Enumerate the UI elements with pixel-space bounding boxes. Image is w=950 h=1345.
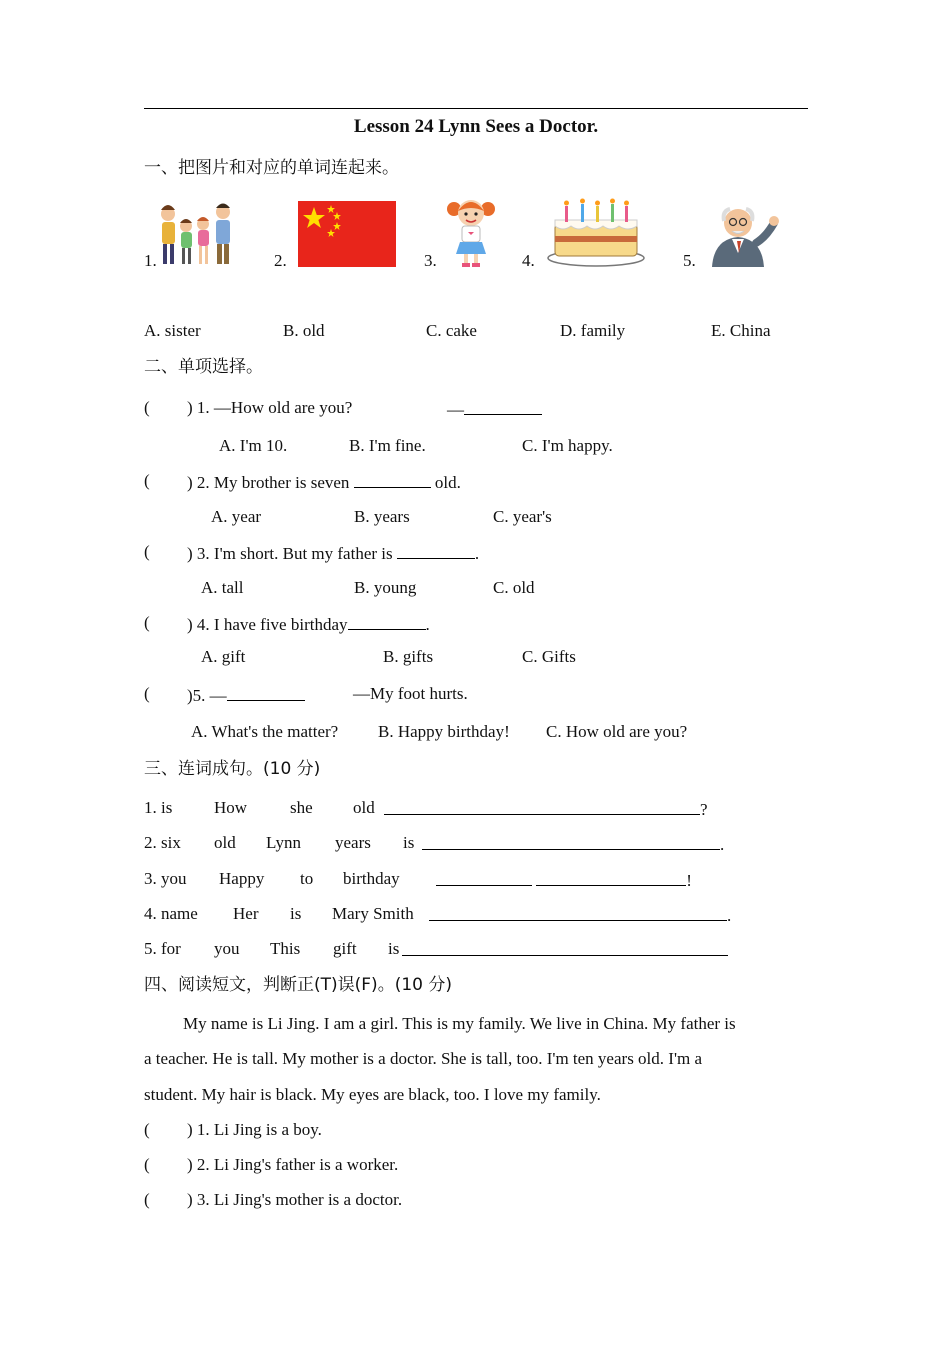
picture-number-4: 4. [522,251,535,270]
answer-blank[interactable] [429,904,727,921]
question-1-reply: — [447,398,542,420]
word: 2. six [144,833,181,852]
answer-paren: ( [144,1120,150,1139]
passage-line-3: student. My hair is black. My eyes are black, too. I love my family. [144,1085,601,1104]
old-man-icon [704,203,782,267]
answer-blank[interactable] [536,869,686,886]
word: is [403,833,415,852]
q2-option-a: A. year [211,507,262,526]
word: gift [333,939,357,958]
picture-number-2: 2. [274,251,287,270]
passage-line-1: My name is Li Jing. I am a girl. This is my family. We live in China. My father is [183,1014,736,1033]
answer-blank[interactable] [464,398,542,415]
q3-option-b: B. young [354,578,417,597]
q3-option-c: C. old [493,578,535,597]
family-icon [156,200,238,268]
word: How [214,798,248,817]
section3-heading: 三、连词成句。(10 分) [144,759,321,779]
passage-line-2: a teacher. He is tall. My mother is a doctor. She is tall, too. I'm ten years old. I'm a [144,1049,703,1068]
answer-blank[interactable] [227,684,305,701]
answer-paren: ( [144,398,150,417]
q1-option-c: C. I'm happy. [522,436,613,455]
answer-blank[interactable] [354,471,431,488]
word-option-b: B. old [283,321,325,340]
q5-option-c: C. How old are you? [546,722,688,741]
word: This [270,939,301,958]
girl-icon [446,195,496,269]
word: birthday [343,869,400,888]
answer-paren: ( [144,684,150,703]
word: is [290,904,302,923]
sentence-answer-5 [402,939,728,961]
sentence-answer-2: . [422,833,724,855]
word: Her [233,904,259,923]
q5-option-b: B. Happy birthday! [378,722,510,741]
sentence-answer-1: ? [384,798,708,820]
q3-option-a: A. tall [201,578,244,597]
word: Happy [219,869,265,888]
top-rule [144,108,808,109]
question-5-stem: )5. — [187,684,305,706]
word: old [353,798,375,817]
word-option-a: A. sister [144,321,201,340]
picture-number-1: 1. [144,251,157,270]
q4-option-a: A. gift [201,647,246,666]
sentence-answer-4: . [429,904,731,926]
answer-paren: ( [144,613,150,632]
question-5-reply: —My foot hurts. [353,684,468,703]
word: years [335,833,371,852]
word: to [300,869,314,888]
word: you [214,939,240,958]
q4-option-b: B. gifts [383,647,434,666]
question-1-stem: ) 1. —How old are you? [187,398,353,417]
word: 5. for [144,939,181,958]
picture-number-3: 3. [424,251,437,270]
section1-heading: 一、把图片和对应的单词连起来。 [144,158,399,178]
statement-2: ) 2. Li Jing's father is a worker. [187,1155,399,1174]
answer-blank[interactable] [348,613,426,630]
sentence-answer-3: ! [436,869,692,891]
china-flag-icon [298,201,396,267]
answer-blank[interactable] [397,542,475,559]
answer-paren: ( [144,542,150,561]
answer-paren: ( [144,1155,150,1174]
q1-option-a: A. I'm 10. [219,436,288,455]
q4-option-c: C. Gifts [522,647,576,666]
statement-3: ) 3. Li Jing's mother is a doctor. [187,1190,403,1209]
word: 1. is [144,798,173,817]
page-title: Lesson 24 Lynn Sees a Doctor. [353,116,599,137]
birthday-cake-icon [545,198,647,268]
word-option-c: C. cake [426,321,477,340]
word-option-e: E. China [711,321,771,340]
q1-option-b: B. I'm fine. [349,436,426,455]
q2-option-b: B. years [354,507,410,526]
question-3-stem: ) 3. I'm short. But my father is . [187,544,480,563]
answer-blank[interactable] [402,939,728,956]
word: 4. name [144,904,198,923]
answer-blank[interactable] [384,798,700,815]
answer-blank[interactable] [422,833,720,850]
section2-heading: 二、单项选择。 [144,357,263,377]
word: Mary Smith [332,904,414,923]
word: old [214,833,236,852]
answer-paren: ( [144,471,150,490]
answer-paren: ( [144,1190,150,1209]
word: 3. you [144,869,187,888]
q5-option-a: A. What's the matter? [191,722,339,741]
answer-blank[interactable] [436,869,532,886]
q2-option-c: C. year's [493,507,552,526]
statement-1: ) 1. Li Jing is a boy. [187,1120,322,1139]
question-2-stem: ) 2. My brother is seven old. [187,473,461,492]
word-option-d: D. family [560,321,626,340]
word: is [388,939,400,958]
word: Lynn [266,833,301,852]
picture-number-5: 5. [683,251,696,270]
word: she [290,798,313,817]
question-4-stem: ) 4. I have five birthday . [187,615,430,634]
section4-heading: 四、阅读短文，判断正(T)误(F)。(10 分) [144,975,452,995]
